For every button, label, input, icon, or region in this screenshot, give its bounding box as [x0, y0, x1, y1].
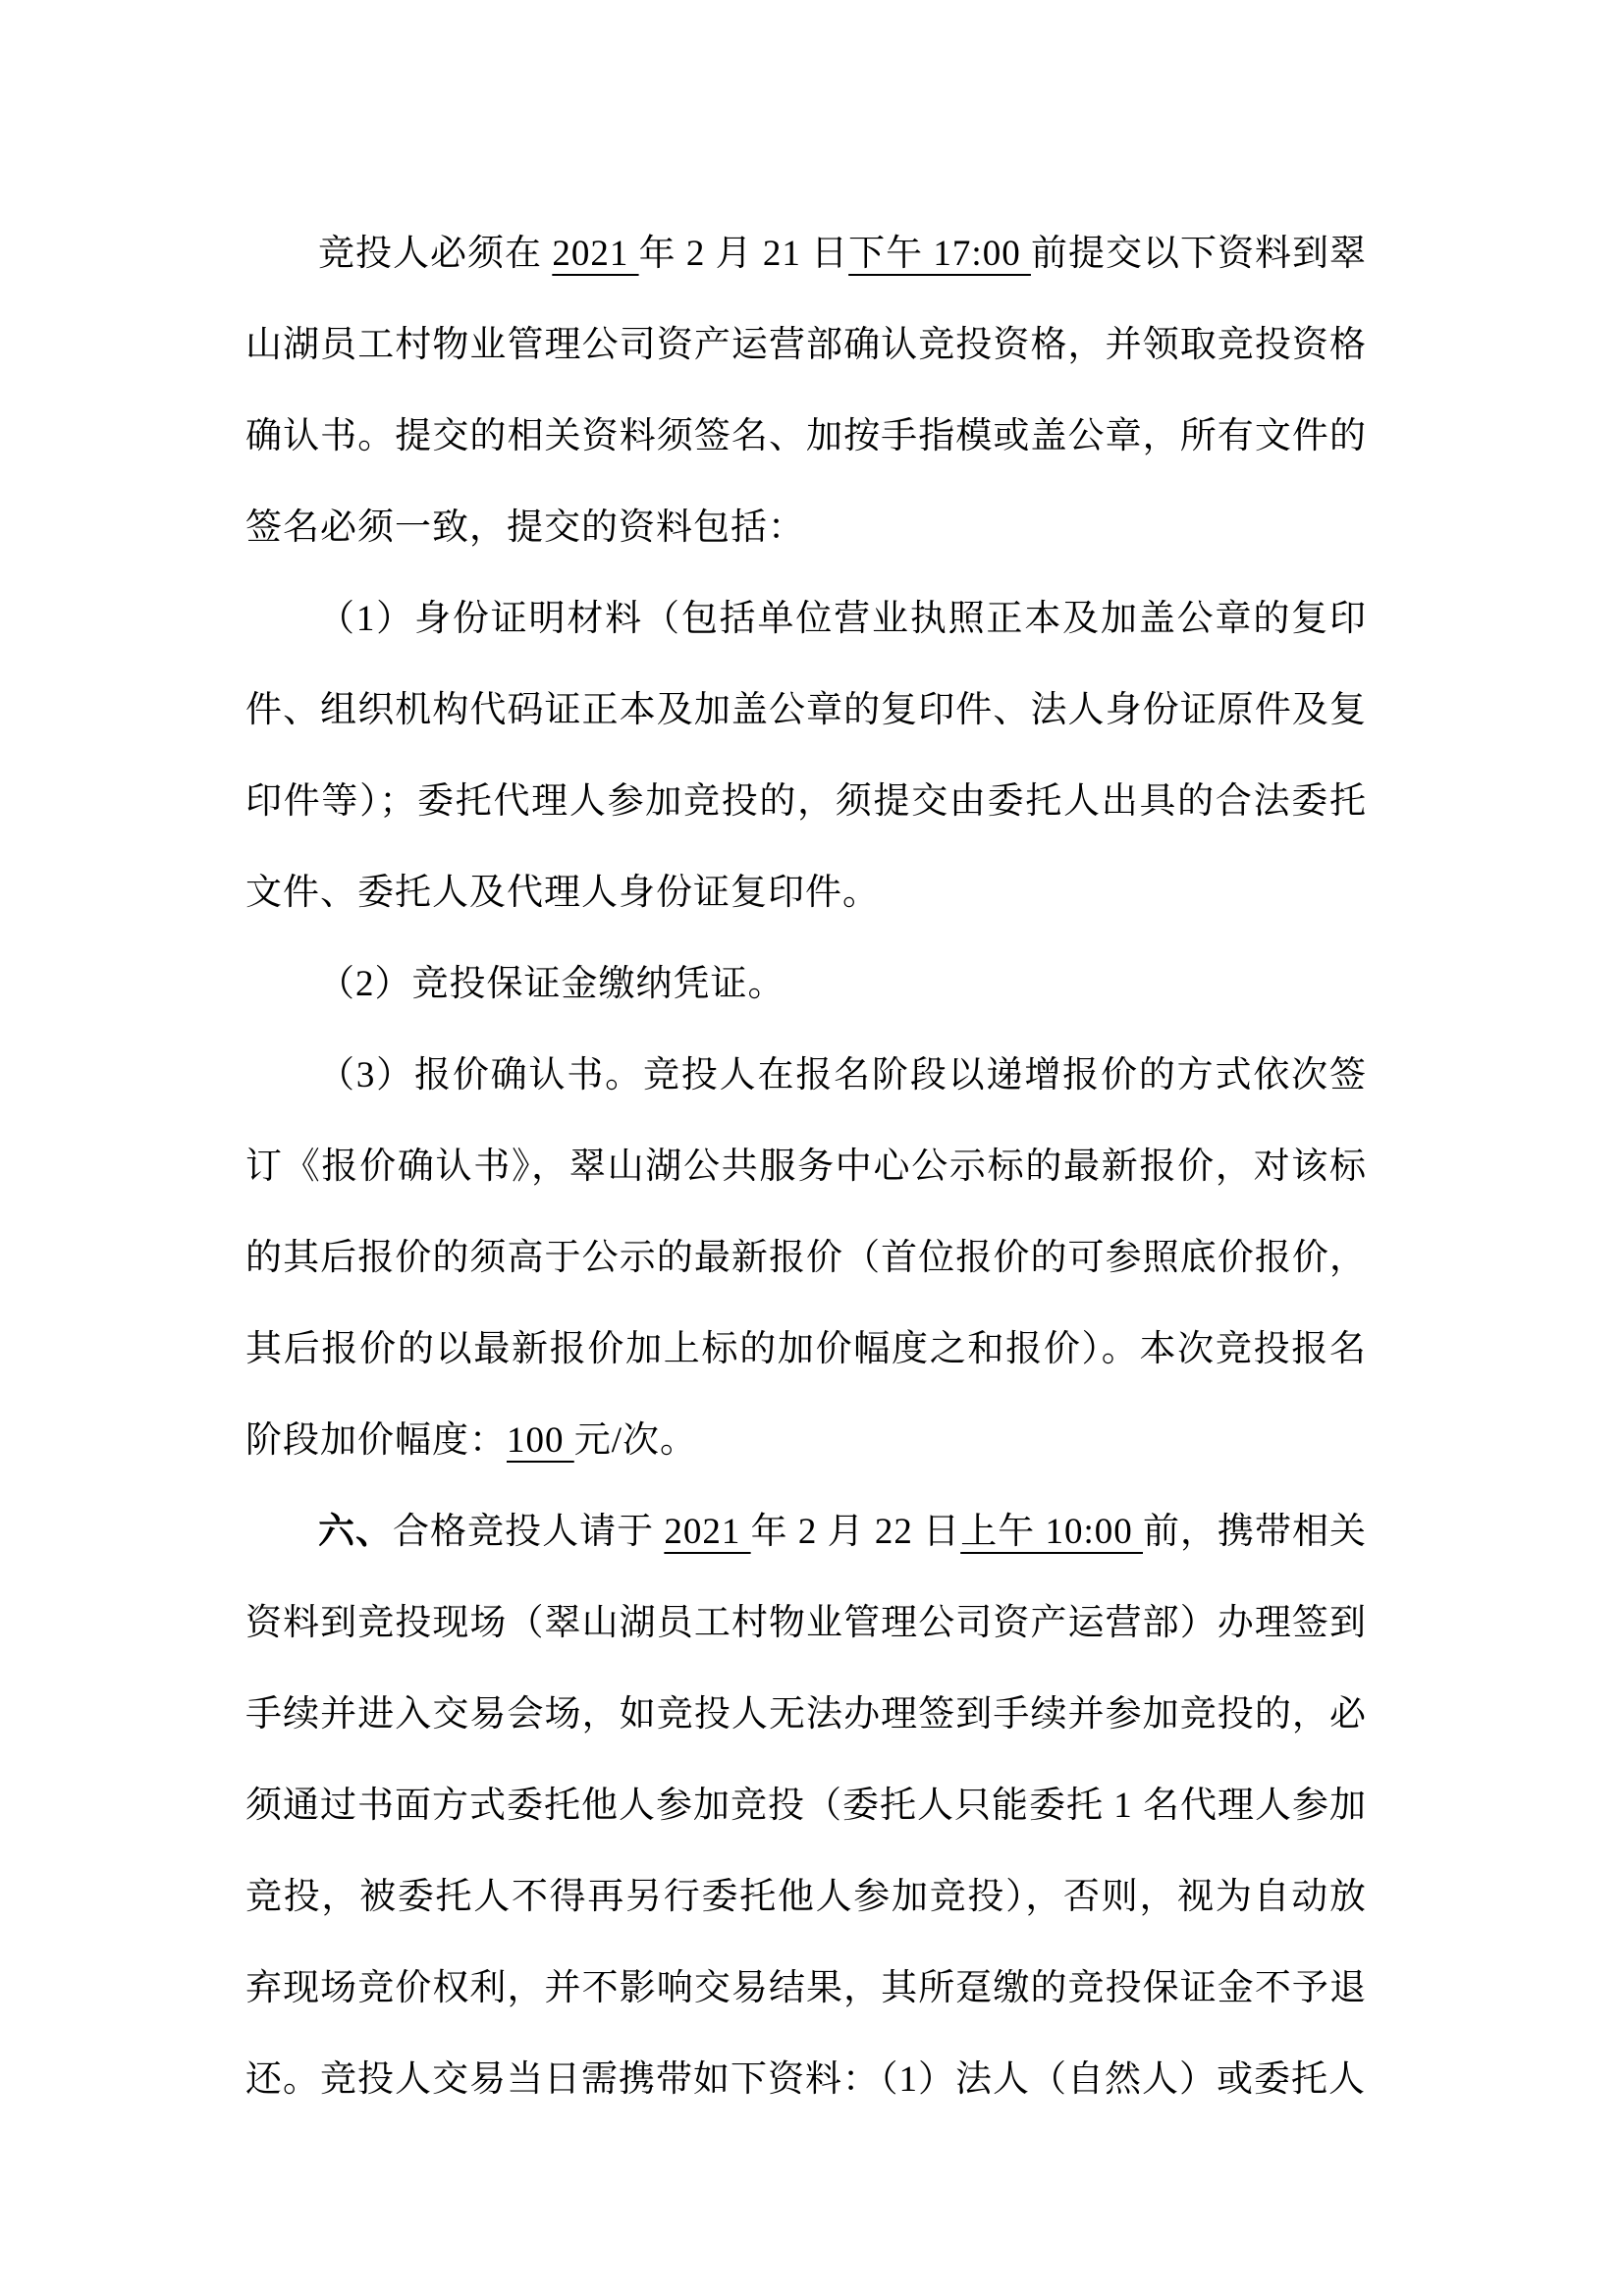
- text-run: 竞投人必须在: [318, 234, 553, 274]
- text-run: （3）报价确认书。竞投人在报名阶段以递增报价的方式依次签订《报价确认书》，翠山湖公共服务中心公示标的最新报价，对该标的其后报价的须高于公示的最新报价（首位报价的可参照底价报价，其后报价的以最新报价加上标的加价幅度之和报价）。本次竞投报名阶段加价幅度：: [245, 1055, 1367, 1461]
- text-run: 年 2 月 22 日: [750, 1512, 961, 1552]
- paragraph-section-six-sign-in: [245, 1486, 1367, 2125]
- text-run: 元/次。: [573, 1420, 698, 1461]
- text-run: 前提交以下资料到翠山湖员工村物业管理公司资产运营部确认竞投资格，并领取竞投资格确认书。提交的相关资料须签名、加按手指模或盖公章，所有文件的签名必须一致，提交的资料包括：: [245, 234, 1368, 548]
- text-run: 年 2 月 21 日: [638, 234, 849, 274]
- paragraph-item-2-deposit-receipt: [245, 938, 1367, 1030]
- paragraph-item-3-price-confirmation: [245, 1030, 1367, 1486]
- text-run: 2021: [664, 1512, 751, 1552]
- document-body: [245, 208, 1367, 2125]
- text-run: 下午 17:00: [848, 234, 1031, 274]
- paragraph-submission-requirements: [245, 208, 1367, 573]
- text-run: 六、: [318, 1512, 394, 1552]
- paragraph-item-1-identity-materials: [245, 573, 1367, 938]
- text-run: 2021: [552, 234, 639, 274]
- text-run: 上午 10:00: [960, 1512, 1143, 1552]
- text-run: （1）身份证明材料（包括单位营业执照正本及加盖公章的复印件、组织机构代码证正本及加盖公章的复印件、法人身份证原件及复印件等）；委托代理人参加竞投的，须提交由委托人出具的合法委托文件、委托人及代理人身份证复印件。: [245, 599, 1367, 913]
- text-run: 100: [507, 1420, 574, 1461]
- text-run: （2）竞投保证金缴纳凭证。: [318, 964, 785, 1004]
- text-run: 合格竞投人请于: [393, 1512, 665, 1552]
- text-run: 前，携带相关资料到竞投现场（翠山湖员工村物业管理公司资产运营部）办理签到手续并进入交易会场，如竞投人无法办理签到手续并参加竞投的，必须通过书面方式委托他人参加竞投（委托人只能委托 1 名代理人参加竞投，被委托人不得再另行委托他人参加竞投），否则，视为自动放弃现场竞价权利，并不影响交易结果，其所趸缴的竞投保证金不予退还。竞投人交易当日需携带如下资料：（1）法人（自然人）或委托人: [245, 1512, 1368, 2100]
